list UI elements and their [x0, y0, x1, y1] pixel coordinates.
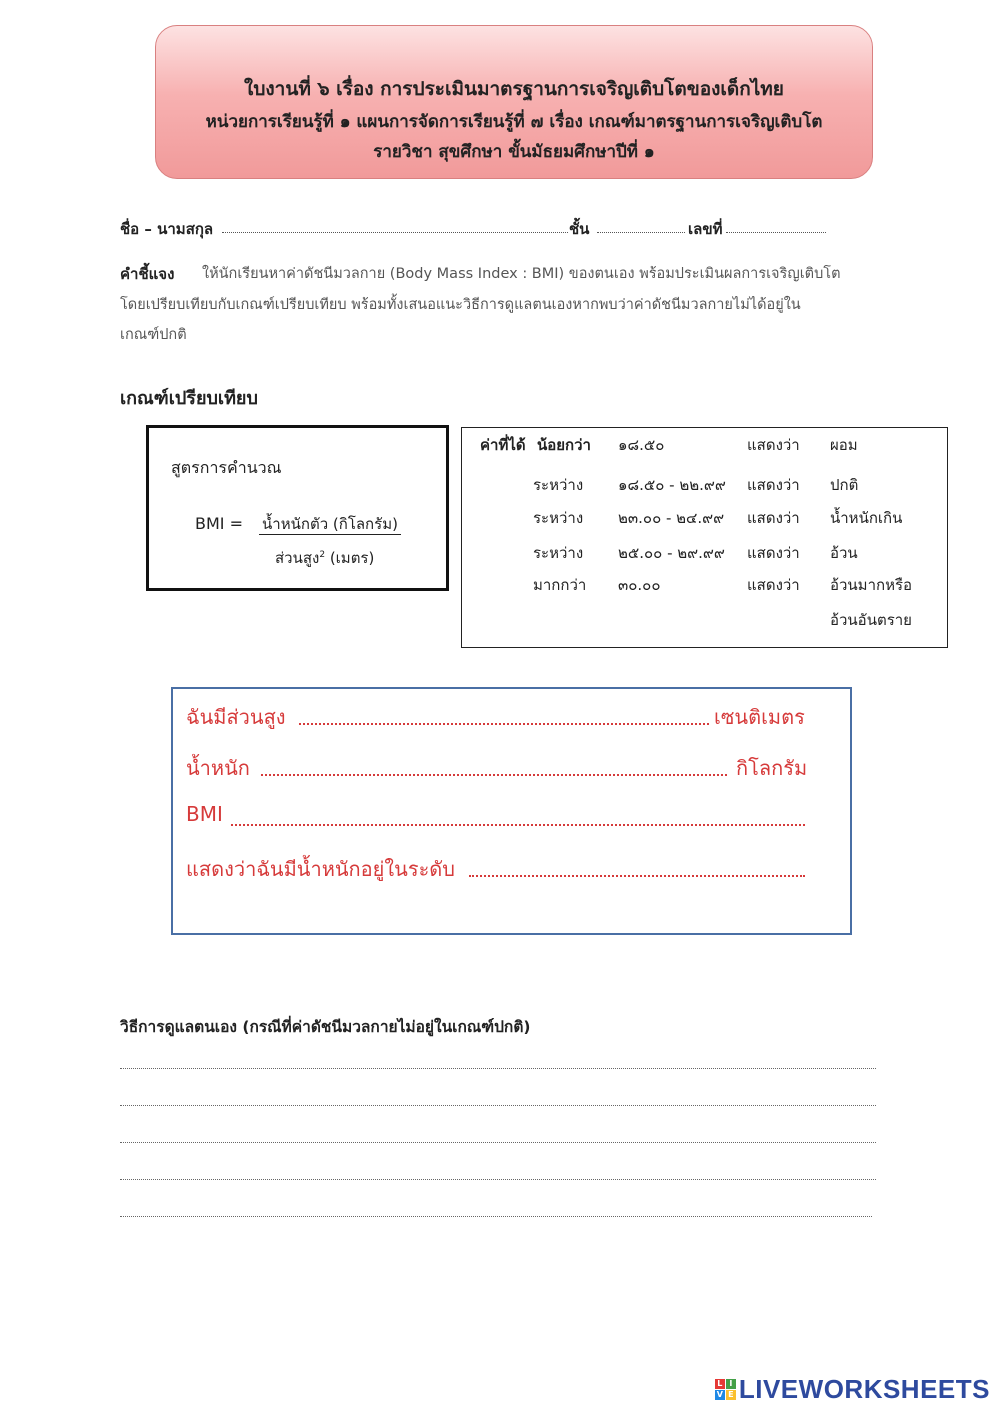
- formula-fraction-bar: [259, 534, 401, 535]
- logo-grid-e: E: [726, 1390, 736, 1400]
- name-field[interactable]: [222, 232, 568, 233]
- criteria-row-3-result: น้ำหนักเกิน: [830, 509, 903, 527]
- criteria-row-4-result: อ้วน: [830, 544, 858, 562]
- criteria-row-1-shows: แสดงว่า: [747, 436, 800, 454]
- criteria-row-1-range: ๑๘.๕๐: [618, 436, 665, 454]
- weight-input[interactable]: [261, 774, 727, 776]
- criteria-row-2-condition: ระหว่าง: [533, 476, 584, 494]
- criteria-row-3-condition: ระหว่าง: [533, 509, 584, 527]
- self-care-line-5[interactable]: [120, 1216, 872, 1217]
- criteria-row-2-result: ปกติ: [830, 476, 859, 494]
- criteria-row-5-shows: แสดงว่า: [747, 576, 800, 594]
- number-label: เลขที่: [688, 220, 723, 238]
- bmi-input-box: [171, 687, 852, 935]
- formula-title: สูตรการคำนวณ: [171, 458, 282, 477]
- denominator-unit: (เมตร): [329, 549, 375, 567]
- logo-grid-l: L: [715, 1379, 725, 1389]
- criteria-prefix: ค่าที่ได้: [480, 436, 526, 454]
- liveworksheets-logo: [715, 1374, 990, 1405]
- level-input[interactable]: [469, 875, 805, 877]
- criteria-row-5-result: อ้วนมากหรือ: [830, 576, 913, 594]
- class-field[interactable]: [597, 232, 685, 233]
- instructions-line-1: ให้นักเรียนหาค่าดัชนีมวลกาย (Body Mass Index : BMI) ของตนเอง พร้อมประเมินผลการเจริญเติบโต: [202, 266, 841, 282]
- self-care-heading: วิธีการดูแลตนเอง (กรณีที่ค่าดัชนีมวลกายไม่อยู่ในเกณฑ์ปกติ): [120, 1018, 531, 1036]
- criteria-row-5-result-continuation: อ้วนอันตราย: [830, 611, 912, 629]
- formula-lhs: BMI =: [195, 514, 243, 533]
- criteria-row-5-condition: มากกว่า: [533, 576, 587, 594]
- self-care-line-2[interactable]: [120, 1105, 876, 1106]
- bmi-input[interactable]: [231, 824, 805, 826]
- number-field[interactable]: [726, 232, 826, 233]
- self-care-line-1[interactable]: [120, 1068, 876, 1069]
- height-label: ฉันมีส่วนสูง: [186, 705, 286, 729]
- logo-grid-i: I: [726, 1379, 736, 1389]
- logo-grid-v: V: [716, 1390, 723, 1399]
- bmi-criteria-box: [461, 427, 948, 648]
- worksheet-header-banner: [155, 25, 873, 179]
- criteria-row-1-result: ผอม: [830, 436, 858, 454]
- logo-text: LIVEWORKSHEETS: [738, 1374, 990, 1404]
- criteria-row-1-condition: น้อยกว่า: [537, 436, 591, 454]
- logo-icon: [715, 1379, 736, 1400]
- instructions-line-3: เกณฑ์ปกติ: [120, 327, 187, 343]
- criteria-row-4-shows: แสดงว่า: [747, 544, 800, 562]
- class-label: ชั้น: [569, 220, 590, 238]
- name-label: ชื่อ – นามสกุล: [120, 220, 214, 238]
- worksheet-unit-line: หน่วยการเรียนรู้ที่ ๑ แผนการจัดการเรียนรู้ที่ ๗ เรื่อง เกณฑ์มาตรฐานการเจริญเติบโต: [205, 112, 823, 132]
- formula-numerator: น้ำหนักตัว (กิโลกรัม): [262, 515, 398, 533]
- criteria-row-5-range: ๓๐.๐๐: [618, 576, 661, 594]
- denominator-exponent: 2: [319, 550, 326, 560]
- bmi-formula-box: [146, 425, 449, 591]
- self-care-line-3[interactable]: [120, 1142, 876, 1143]
- criteria-row-3-range: ๒๓.๐๐ - ๒๔.๙๙: [618, 509, 725, 527]
- weight-label: น้ำหนัก: [186, 756, 250, 780]
- criteria-row-4-range: ๒๕.๐๐ - ๒๙.๙๙: [618, 544, 725, 562]
- formula-denominator: [275, 546, 374, 570]
- self-care-line-4[interactable]: [120, 1179, 876, 1180]
- criteria-row-3-shows: แสดงว่า: [747, 509, 800, 527]
- worksheet-title: ใบงานที่ ๖ เรื่อง การประเมินมาตรฐานการเจริญเติบโตของเด็กไทย: [244, 78, 784, 100]
- weight-unit: กิโลกรัม: [736, 756, 808, 780]
- criteria-row-2-range: ๑๘.๕๐ - ๒๒.๙๙: [618, 476, 726, 494]
- worksheet-subject-line: รายวิชา สุขศึกษา ขั้นมัธยมศึกษาปีที่ ๑: [373, 142, 655, 162]
- instructions-line-2: โดยเปรียบเทียบกับเกณฑ์เปรียบเทียบ พร้อมทั้งเสนอแนะวิธีการดูแลตนเองหากพบว่าค่าดัชนีมวลกายไม่ได้อยู่ใน: [120, 297, 801, 313]
- instructions-label: คำชี้แจง: [120, 265, 175, 283]
- denominator-text: ส่วนสูง: [275, 549, 320, 567]
- height-unit: เซนติเมตร: [714, 705, 805, 729]
- criteria-row-2-shows: แสดงว่า: [747, 476, 800, 494]
- level-label: แสดงว่าฉันมีน้ำหนักอยู่ในระดับ: [186, 857, 455, 881]
- criteria-row-4-condition: ระหว่าง: [533, 544, 584, 562]
- height-input[interactable]: [299, 723, 709, 725]
- criteria-heading: เกณฑ์เปรียบเทียบ: [120, 388, 258, 409]
- bmi-label: BMI: [186, 802, 223, 826]
